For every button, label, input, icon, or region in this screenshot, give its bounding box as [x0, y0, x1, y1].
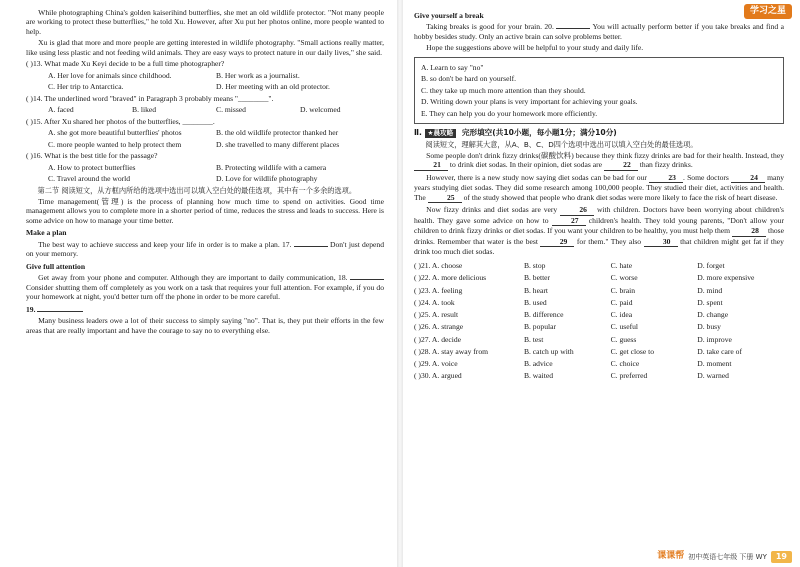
text: of the study showed that people who drank diet sodas were more likely to face the risk of heart disease.	[463, 192, 778, 202]
choice-option[interactable]: B. heart	[523, 285, 548, 295]
cloze-paragraph	[414, 205, 784, 256]
choice-option[interactable]: C. useful	[610, 322, 639, 332]
options-box	[414, 57, 784, 124]
option: C. more people wanted to help protect them	[48, 139, 182, 149]
choice-option[interactable]: D. spent	[697, 297, 723, 307]
choice-row	[414, 333, 784, 345]
paragraph	[26, 240, 384, 259]
choice-row	[414, 284, 784, 296]
text: Don't just depend on your memory.	[26, 239, 384, 259]
page-footer	[657, 551, 792, 563]
choice-option[interactable]: B. stop	[523, 261, 546, 271]
option: C. missed	[216, 105, 246, 115]
answer-blank-17[interactable]	[294, 246, 328, 247]
choice-option[interactable]: C. brain	[610, 285, 636, 295]
heading-give-yourself-a-break: Give yourself a break	[414, 11, 484, 20]
text: those drinks. Remember that water is the best	[414, 226, 784, 246]
answer-blank-19[interactable]	[37, 311, 83, 312]
text: Get away from your phone and computer. Although they are important to daily communication, 18.	[38, 273, 348, 283]
cloze-paragraph	[414, 173, 784, 203]
option: C. Her trip to Antarctica.	[48, 82, 124, 92]
right-column	[414, 8, 784, 382]
choice-option[interactable]: D. improve	[697, 334, 732, 344]
question-stem: ( )14. The underlined word "braved" in Paragraph 3 probably means "________".	[26, 93, 274, 103]
cloze-blank[interactable]: 27	[552, 216, 586, 226]
section-number: Ⅱ.	[414, 128, 422, 138]
choice-row	[414, 272, 784, 284]
choice-row	[414, 296, 784, 308]
answer-blank-20[interactable]	[556, 28, 590, 29]
choice-option[interactable]: B. better	[523, 273, 551, 283]
section-title	[414, 128, 784, 137]
paragraph	[26, 273, 384, 301]
choice-option[interactable]: C. hate	[610, 261, 633, 271]
paragraph: Time management(管理) is the process of planning how much time to spend on activities. Good time management allows you to complete more in a shorter period of time, reduces the stress and leads to success. Here is some advice on how to manage your time better.	[26, 196, 384, 225]
heading-make-a-plan: Make a plan	[26, 228, 67, 238]
text: than fizzy drinks.	[639, 160, 693, 170]
option: D. welcomed	[300, 105, 341, 115]
text: Now fizzy drinks and diet sodas are very	[426, 205, 558, 215]
choice-option[interactable]: D. warned	[697, 371, 729, 381]
section-badge: ★晨攻略	[425, 129, 457, 137]
option: B. Her work as a journalist.	[216, 70, 300, 80]
choice-option-a[interactable]: ( )22. A. more delicious	[414, 273, 487, 283]
choice-option-a[interactable]: ( )27. A. decide	[414, 334, 462, 344]
cloze-blank[interactable]: 22	[604, 160, 638, 170]
cloze-blank[interactable]: 21	[414, 160, 448, 170]
choice-option[interactable]: C. guess	[610, 334, 637, 344]
footer-brand: 课课帮	[657, 551, 685, 562]
choice-option[interactable]: B. used	[523, 297, 547, 307]
left-column	[26, 8, 384, 337]
box-option: C. they take up much more attention than they should.	[421, 85, 586, 95]
footer-book: 初中英语七年级 下册 WY	[688, 552, 767, 561]
text: You will actually perform better if you take breaks and find a hobby besides study. Only an active brain can solve problems better.	[414, 22, 784, 41]
text: However, there is a new study now saying diet sodas can be bad for our	[426, 172, 647, 182]
option: A. she got more beautiful butterflies' photos	[48, 128, 182, 138]
paragraph: While photographing China's golden kaiserihind butterflies, she met an old wildlife protector. "Not many people are working to protect these butterflies," he told Xu. However, after Xu put her photos online, more people wanted to help.	[26, 8, 384, 36]
paragraph: Hope the suggestions above will be helpful to your study and daily life.	[426, 43, 644, 53]
cloze-blank[interactable]: 30	[644, 237, 678, 247]
section-instruction: 阅读短文，理解其大意，从A、B、C、D四个选项中选出可以填入空白处的最佳选项。	[425, 139, 698, 149]
text: Taking breaks is good for your brain. 20.	[426, 22, 554, 32]
choice-row	[414, 358, 784, 370]
box-option: B. so don't be hard on yourself.	[421, 74, 517, 84]
question-13	[26, 59, 384, 91]
choice-option[interactable]: C. preferred	[610, 371, 648, 381]
choice-option-a[interactable]: ( )30. A. argued	[414, 371, 462, 381]
choices-table	[414, 260, 784, 383]
text: Consider shutting them off completely as you work on a task that requires your full attention. For example, if you do your homework at night, you'd better turn off the phone in order to be more careful.	[26, 282, 384, 302]
paragraph: Many business leaders owe a lot of their success to simply saying "no". That is, they put their efforts in the few areas that are really important and have the courage to say no to everything else.	[26, 316, 384, 335]
choice-option[interactable]: B. difference	[523, 310, 564, 320]
choice-option[interactable]: C. paid	[610, 297, 633, 307]
choice-row	[414, 260, 784, 272]
choice-option-a[interactable]: ( )26. A. strange	[414, 322, 464, 332]
text: children's health. They told young parents, "Don't allow your children to drink fizzy drinks or diet sodas. If you want your children to be healthy, you must help them	[414, 215, 784, 236]
question-14	[26, 94, 384, 115]
choice-option-a[interactable]: ( )24. A. took	[414, 297, 455, 307]
choice-option-a[interactable]: ( )29. A. voice	[414, 359, 458, 369]
text: . Some doctors	[683, 172, 729, 182]
choice-option[interactable]: C. worse	[610, 273, 638, 283]
choice-row	[414, 321, 784, 333]
box-option: E. They can help you do your homework more efficiently.	[421, 108, 598, 118]
cloze-blank[interactable]: 26	[560, 205, 594, 215]
right-page	[400, 0, 800, 567]
text: The best way to achieve success and keep your life in order is to make a plan. 17.	[38, 239, 292, 249]
text: for them." They also	[576, 236, 642, 246]
heading-give-full-attention: Give full attention	[26, 261, 86, 271]
page-number: 19	[771, 551, 792, 563]
option: A. Her love for animals since childhood.	[48, 70, 172, 80]
choice-option[interactable]: D. forget	[697, 261, 725, 271]
cloze-blank[interactable]: 24	[731, 173, 765, 183]
section-instruction: 第二节 阅读短文，从方框内所给的选项中选出可以填入空白处的最佳选项，其中有一个多余的选项。	[37, 185, 357, 195]
box-option: D. Writing down your plans is very important for achieving your goals.	[421, 97, 638, 107]
choice-option[interactable]: D. more expensive	[697, 273, 755, 283]
choice-row	[414, 309, 784, 321]
heading-19	[26, 305, 384, 314]
cloze-blank[interactable]: 25	[428, 193, 462, 203]
option: B. Protecting wildlife with a camera	[216, 162, 327, 172]
choice-row	[414, 346, 784, 358]
question-15	[26, 117, 384, 149]
choice-option[interactable]: C. get close to	[610, 346, 655, 356]
text: to drink diet sodas. In their opinion, diet sodas are	[449, 160, 602, 170]
option: D. Love for wildlife photography	[216, 174, 318, 184]
option: A. faced	[48, 105, 74, 115]
option: A. How to protect butterflies	[48, 162, 136, 172]
cloze-paragraph	[414, 151, 784, 171]
text: many years studying diet sodas. They did some research among 100,000 people. They studied their diet, activities and health. The	[414, 172, 785, 202]
question-stem: ( )15. After Xu shared her photos of the butterflies, ________.	[26, 116, 215, 126]
choice-option[interactable]: C. choice	[610, 359, 640, 369]
brand-logo: 学习之星	[744, 4, 792, 19]
option: B. liked	[132, 105, 157, 115]
choice-row	[414, 370, 784, 382]
question-stem: ( )16. What is the best title for the passage?	[26, 151, 158, 161]
box-option: A. Learn to say "no"	[421, 62, 484, 72]
choice-option[interactable]: D. take care of	[697, 346, 742, 356]
option: D. Her meeting with an old protector.	[216, 82, 330, 92]
choice-option[interactable]: D. busy	[697, 322, 721, 332]
question-16	[26, 151, 384, 183]
choice-option[interactable]: C. idea	[610, 310, 633, 320]
choice-option[interactable]: B. waited	[523, 371, 554, 381]
choice-option-a[interactable]: ( )21. A. choose	[414, 261, 463, 271]
section-title-text: 完形填空(共10小题，每小题1分；满分10分)	[461, 128, 617, 138]
paragraph	[414, 22, 784, 41]
choice-option-a[interactable]: ( )23. A. feeling	[414, 285, 463, 295]
choice-option-a[interactable]: ( )28. A. stay away from	[414, 346, 489, 356]
question-number: 19.	[26, 304, 36, 314]
choice-option[interactable]: D. moment	[697, 359, 732, 369]
text: Some people don't drink fizzy drinks(碳酸饮料) because they think fizzy drinks are bad for their health. Instead, they	[426, 150, 784, 160]
choice-option[interactable]: B. popular	[523, 322, 556, 332]
choice-option[interactable]: D. change	[697, 310, 729, 320]
option: B. the old wildlife protector thanked her	[216, 128, 339, 138]
choice-option[interactable]: B. advice	[523, 359, 553, 369]
question-stem: ( )13. What made Xu Keyi decide to be a full time photographer?	[26, 59, 225, 69]
answer-blank-18[interactable]	[350, 279, 384, 280]
text: with children. Doctors have been worrying about children's health. They gave some advice on how to	[414, 205, 784, 225]
cloze-blank[interactable]: 23	[649, 173, 683, 183]
cloze-blank[interactable]: 28	[732, 226, 766, 236]
choice-option[interactable]: B. catch up with	[523, 346, 574, 356]
text: that children might get fat if they drink too much diet sodas.	[414, 236, 784, 257]
option: D. she travelled to many different places	[216, 139, 340, 149]
option: C. Travel around the world	[48, 174, 131, 184]
choice-option-a[interactable]: ( )25. A. result	[414, 310, 459, 320]
paragraph: Xu is glad that more and more people are getting interested in wildlife photography. "Small actions really matter, like using less plastic and not feeding wild animals. They are easy ways to protect nature in our daily lives," she said.	[26, 38, 384, 57]
choice-option[interactable]: D. mind	[697, 285, 723, 295]
cloze-blank[interactable]: 29	[540, 237, 574, 247]
choice-option[interactable]: B. test	[523, 334, 544, 344]
